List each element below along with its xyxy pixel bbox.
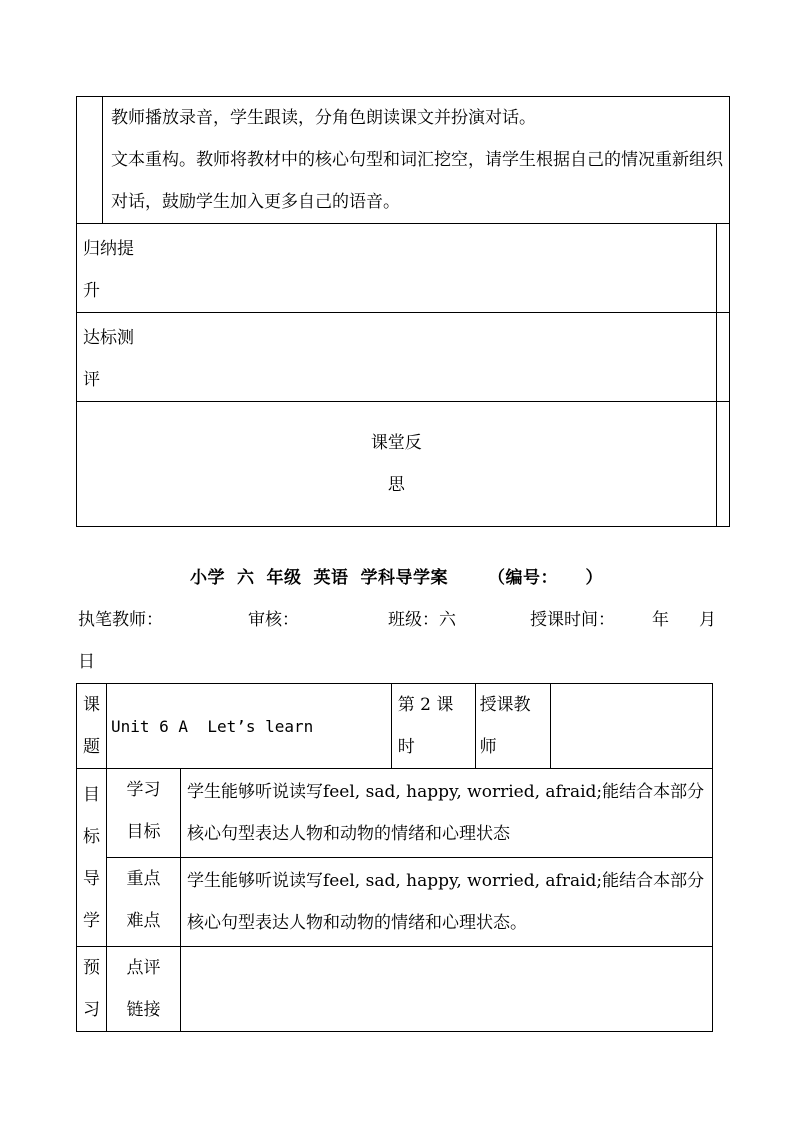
title-number-label: （编号：: [488, 568, 550, 588]
lesson-process-table: [76, 96, 730, 527]
assessment-label: [77, 313, 717, 402]
day-label: 日: [78, 652, 95, 672]
document-title: [0, 563, 793, 588]
key-points-label: 重点难点: [106, 858, 180, 947]
year-label: 年: [652, 610, 669, 630]
reflection-label-line1: 课堂反: [370, 433, 422, 453]
summary-label-line2: 升: [83, 281, 100, 301]
title-number-close: ）: [585, 568, 603, 588]
time-label: 授课时间：: [530, 610, 615, 630]
summary-label: [77, 224, 717, 313]
review-link-label: 点评链接: [106, 947, 180, 1032]
activity-line-1: 教师播放录音，学生跟读，分角色朗读课文并扮演对话。: [111, 108, 536, 128]
title-doc-type: 学科导学案: [360, 568, 448, 588]
assessment-label-line2: 评: [83, 370, 100, 390]
goal-section-label: 目标导学: [77, 769, 107, 947]
meta-line-2: [78, 650, 718, 674]
learning-goals-text: 学生能够听说读写feel, sad, happy, worried, afraid;能结合本部分核心句型表达人物和动物的情绪和心理状态: [180, 769, 712, 858]
title-school: 小学: [190, 568, 225, 588]
lesson-number: 第 2 课时: [391, 684, 475, 769]
activity-line-2: 文本重构。教师将教材中的核心句型和词汇挖空，请学生根据自己的情况重新组织对话，鼓励学生加入更多自己的语音。: [111, 150, 723, 212]
assessment-content: [716, 313, 729, 402]
lesson-plan-table: [76, 683, 713, 1032]
preview-label: 预习: [77, 947, 107, 1032]
review-link-content: [180, 947, 712, 1032]
summary-content: [716, 224, 729, 313]
learning-goals-label: 学习目标: [106, 769, 180, 858]
reflection-label: [77, 402, 717, 527]
activity-cell: [103, 97, 730, 224]
author-label: 执笔教师：: [78, 610, 163, 630]
month-label: 月: [699, 610, 716, 630]
blank-left-cell: [77, 97, 103, 224]
title-grade: 六: [237, 568, 255, 588]
summary-label-line1: 归纳提: [83, 239, 134, 259]
topic-value: Unit 6 A Let’s learn: [106, 684, 391, 769]
key-points-text: 学生能够听说读写feel, sad, happy, worried, afraid;能结合本部分核心句型表达人物和动物的情绪和心理状态。: [180, 858, 712, 947]
teacher-label: 授课教师: [475, 684, 551, 769]
meta-line: [78, 608, 718, 632]
topic-label: 课题: [77, 684, 107, 769]
review-label: 审核：: [248, 610, 299, 630]
title-grade-suffix: 年级: [266, 568, 302, 588]
reflection-content: [716, 402, 729, 527]
assessment-label-line1: 达标测: [83, 328, 134, 348]
class-label: 班级：六: [388, 610, 456, 630]
title-subject: 英语: [313, 568, 349, 588]
teacher-value: [551, 684, 713, 769]
reflection-label-line2: 思: [387, 475, 405, 495]
